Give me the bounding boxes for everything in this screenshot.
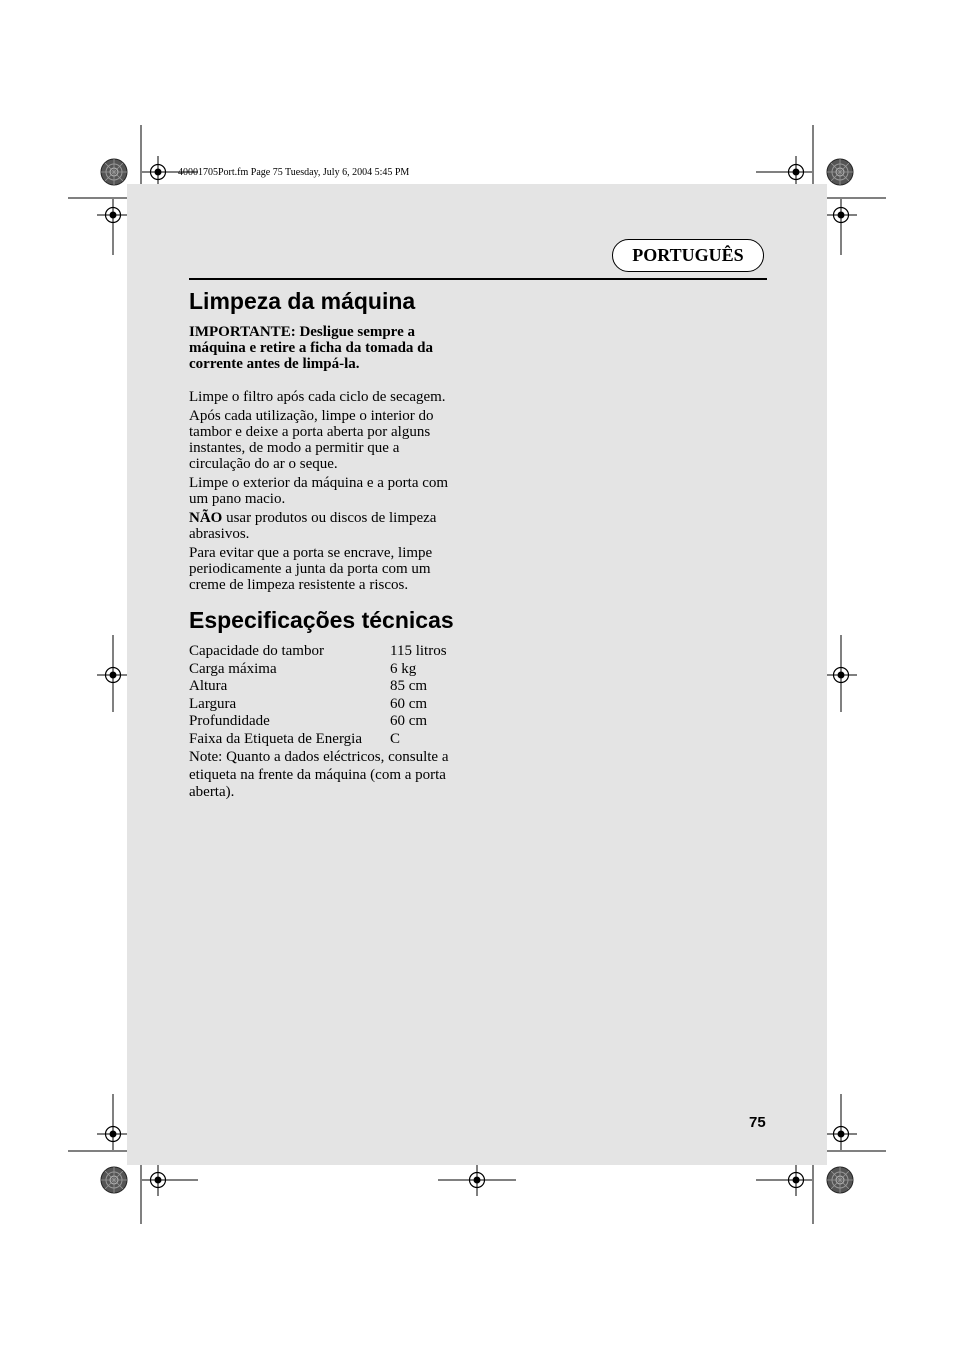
spec-label: Largura <box>189 695 237 712</box>
text-line: Limpe o filtro após cada ciclo de secagem. <box>189 389 446 405</box>
header-rule <box>189 278 767 280</box>
section-title-cleaning: Limpeza da máquina <box>189 288 416 314</box>
text-line: um pano macio. <box>189 491 286 507</box>
spec-row <box>189 643 447 661</box>
language-badge: PORTUGUÊS <box>612 239 764 272</box>
page-number: 75 <box>749 1114 766 1131</box>
spec-row <box>189 731 447 749</box>
cleaning-instructions <box>189 389 471 596</box>
spec-label: Altura <box>189 678 228 695</box>
spec-label: Capacidade do tambor <box>189 643 324 659</box>
section-title-specs: Especificações técnicas <box>189 607 454 633</box>
paragraph-filter <box>189 389 471 405</box>
text-line: Note: Quanto a dados eléctricos, consulte a <box>189 749 449 765</box>
text-line: Limpe o exterior da máquina e a porta com <box>189 475 449 491</box>
text-line: circulação do ar o seque. <box>189 456 338 472</box>
spec-row <box>189 661 447 679</box>
spec-value: 6 kg <box>390 660 417 677</box>
spec-label: Profundidade <box>189 713 270 730</box>
important-notice <box>189 324 471 372</box>
paragraph-door-seal <box>189 545 471 593</box>
text-line: Após cada utilização, limpe o interior do <box>189 408 434 424</box>
text-line: periodicamente a junta da porta com um <box>189 561 431 577</box>
text-span: usar produtos ou discos de limpeza <box>222 510 437 526</box>
spec-row <box>189 678 447 696</box>
spec-label: Carga máxima <box>189 660 277 677</box>
important-line: IMPORTANTE: Desligue sempre a <box>189 324 415 340</box>
text-line <box>189 510 471 526</box>
text-line: Para evitar que a porta se encrave, limpe <box>189 545 433 561</box>
specs-table <box>189 643 447 749</box>
spec-row <box>189 696 447 714</box>
emphasis-nao: NÃO <box>189 510 223 526</box>
spec-value: C <box>390 730 401 747</box>
text-line: aberta). <box>189 784 235 800</box>
print-slug: 40001705Port.fm Page 75 Tuesday, July 6, 2004 5:45 PM <box>178 167 410 178</box>
spec-label: Faixa da Etiqueta de Energia <box>189 730 362 747</box>
text-line: etiqueta na frente da máquina (com a porta <box>189 766 446 783</box>
text-line: tambor e deixe a porta aberta por alguns <box>189 424 431 440</box>
spec-value: 85 cm <box>390 678 428 695</box>
important-line: corrente antes de limpá-la. <box>189 356 360 372</box>
spec-value: 60 cm <box>390 713 428 730</box>
text-line: instantes, de modo a permitir que a <box>189 440 400 456</box>
text-line: abrasivos. <box>189 526 250 542</box>
specs-note <box>189 749 471 802</box>
paragraph-drum <box>189 408 471 472</box>
text-line: creme de limpeza resistente a riscos. <box>189 577 409 593</box>
paragraph-abrasives <box>189 510 471 542</box>
spec-row <box>189 713 447 731</box>
important-line: máquina e retire a ficha da tomada da <box>189 340 434 356</box>
spec-value: 60 cm <box>390 695 428 712</box>
paragraph-exterior <box>189 475 471 507</box>
spec-value: 115 litros <box>390 643 447 659</box>
